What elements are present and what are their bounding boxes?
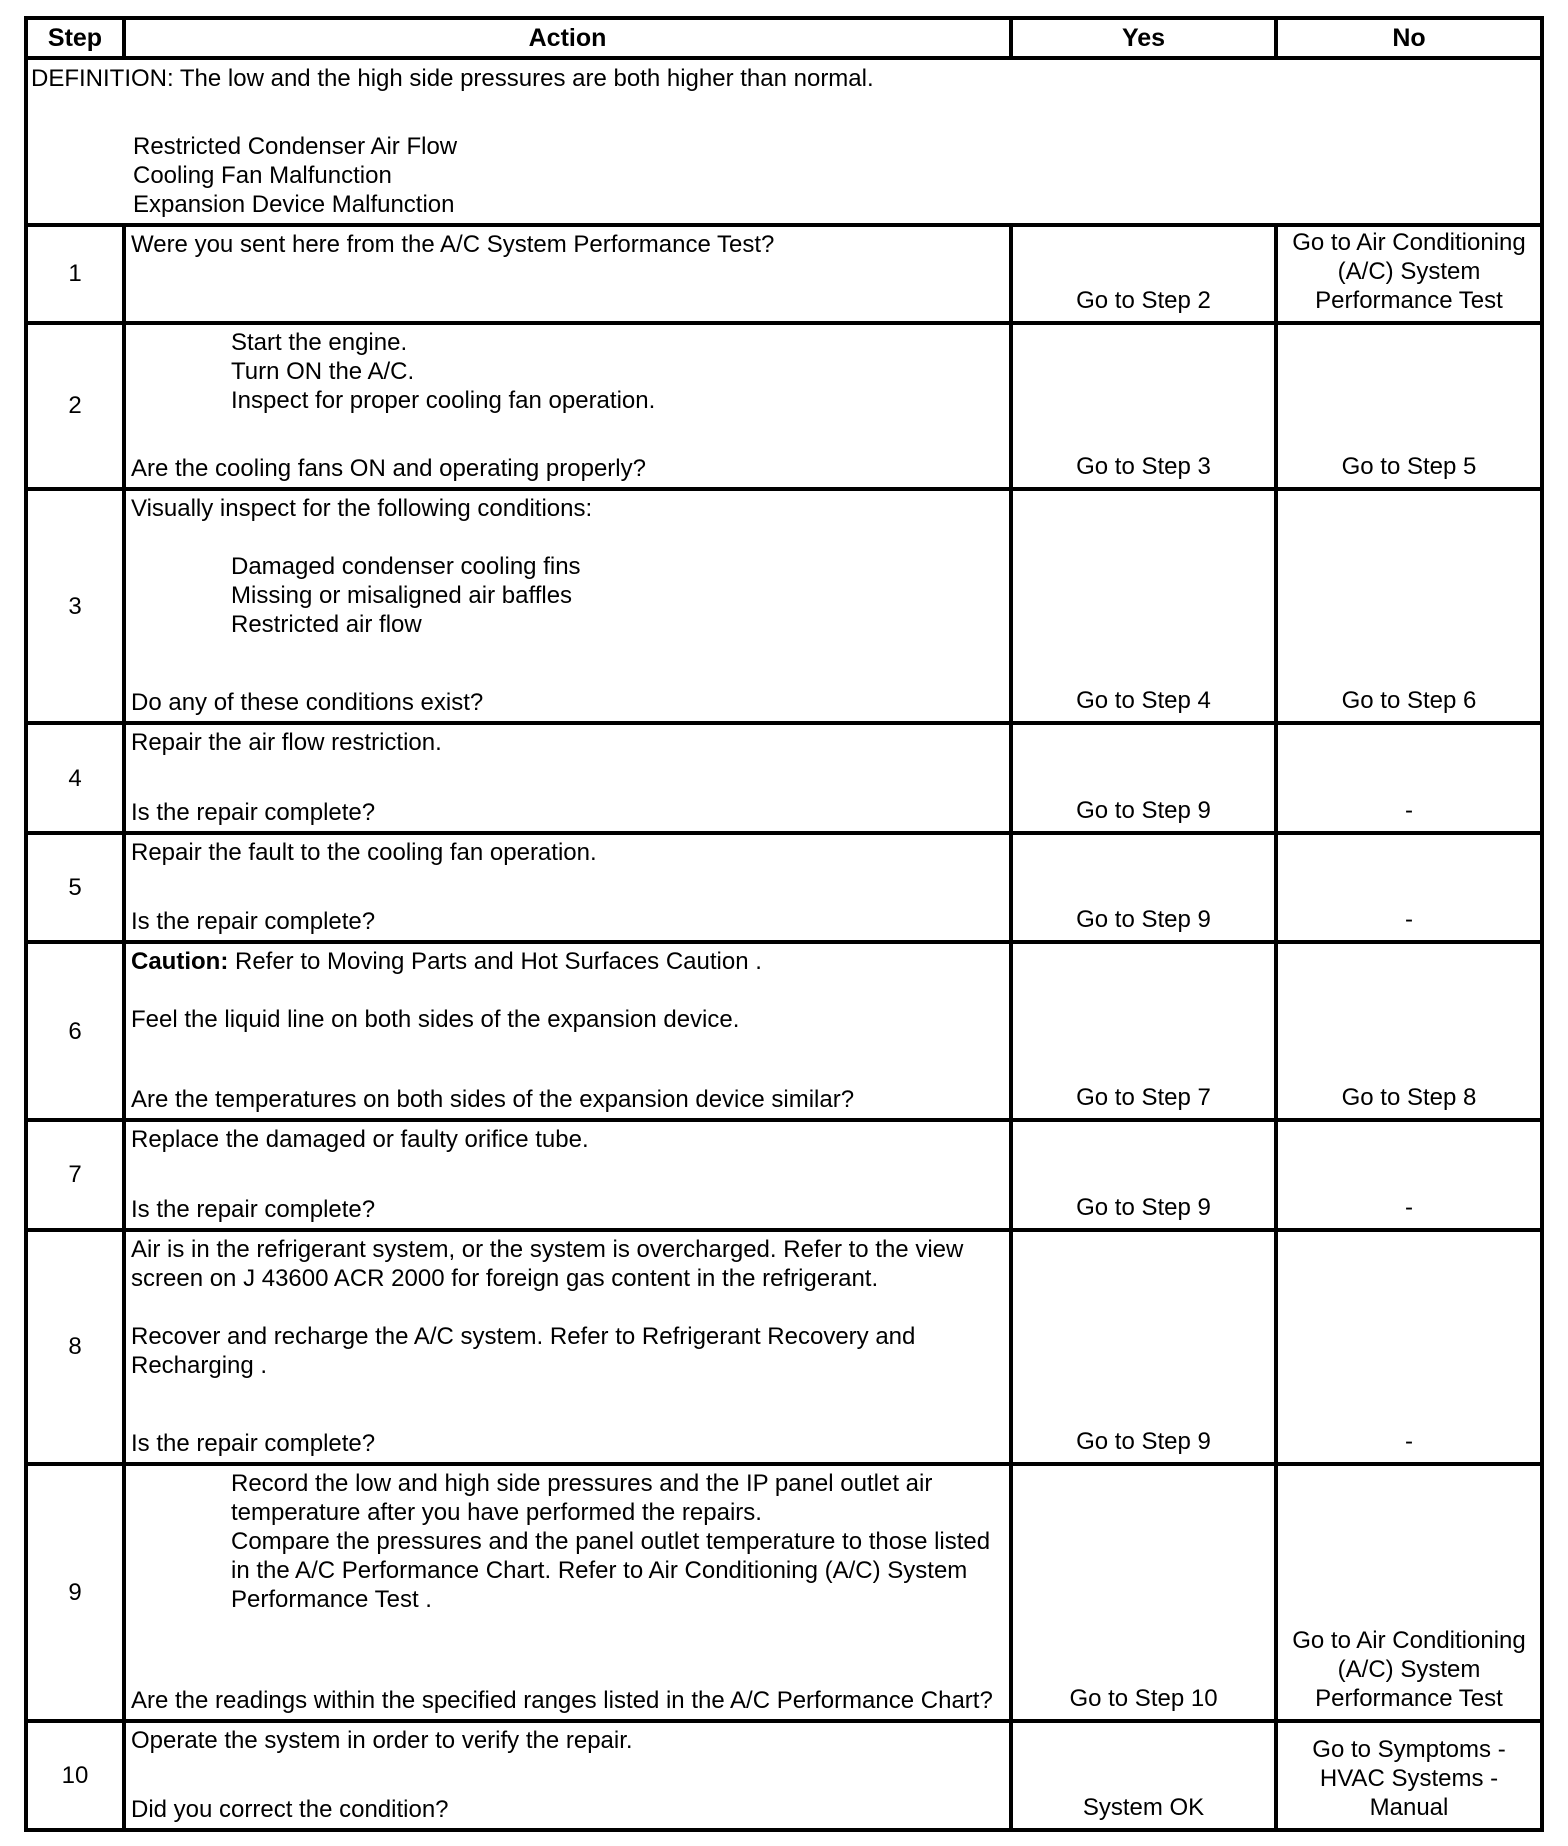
step-number: 1 [26,225,124,322]
diagnostic-table-document [24,16,1540,1832]
step-instruction: Repair the air flow restriction. [131,729,442,757]
step-number: 4 [26,723,124,832]
definition-text: DEFINITION: The low and the high side pressures are both higher than normal. [31,65,874,92]
header-row [26,18,1542,58]
step-number: 10 [26,1721,124,1830]
no-result: Go to Air Conditioning (A/C) System Performance Test [1276,225,1542,322]
step-action [124,1230,1011,1465]
step-substep: Turn ON the A/C. [231,357,415,385]
step-number: 8 [26,1230,124,1465]
cause-item: Cooling Fan Malfunction [133,162,392,189]
step-number: 9 [26,1464,124,1721]
step-question: Did you correct the condition? [131,1796,449,1823]
header-action: Action [124,18,1011,58]
step-number: 7 [26,1120,124,1229]
step-action [124,225,1011,322]
yes-result: Go to Step 4 [1011,489,1276,724]
step-question: Are the cooling fans ON and operating properly? [131,454,646,482]
step-number: 3 [26,489,124,724]
step-substep: Start the engine. [231,328,408,356]
header-no: No [1276,18,1542,58]
step-substep: Compare the pressures and the panel outlet temperature to those listed in the A/C Performance Chart. Refer to Air Conditioning (A/C) System Performance Test . [231,1528,991,1614]
yes-result: Go to Step 7 [1011,942,1276,1120]
header-yes: Yes [1011,18,1276,58]
yes-result: Go to Step 3 [1011,323,1276,489]
cause-item: Restricted Condenser Air Flow [133,133,458,160]
yes-result: Go to Step 10 [1011,1464,1276,1721]
step-instruction: Air is in the refrigerant system, or the system is overcharged. Refer to the view screen on J 43600 ACR 2000 for foreign gas content in the refrigerant. [131,1235,964,1292]
blank-line [131,1293,1005,1322]
step-number: 6 [26,942,124,1120]
step-row [26,1721,1542,1830]
step-number: 5 [26,833,124,942]
blank-line [131,976,1005,1005]
step-substep: Damaged condenser cooling fins [231,552,581,580]
step-row [26,1120,1542,1229]
step-action [124,942,1011,1120]
step-row [26,1230,1542,1465]
step-question: Do any of these conditions exist? [131,689,484,717]
step-instruction: Recover and recharge the A/C system. Refer to Refrigerant Recovery and Recharging . [131,1322,916,1379]
step-instruction: Replace the damaged or faulty orifice tube. [131,1126,589,1154]
step-instruction: Were you sent here from the A/C System Performance Test? [131,231,775,259]
diagnostic-table [24,16,1544,1832]
step-substep: Missing or misaligned air baffles [231,581,573,609]
step-action [124,833,1011,942]
yes-result: Go to Step 9 [1011,1230,1276,1465]
no-result: Go to Air Conditioning (A/C) System Performance Test [1276,1464,1542,1721]
caution-label: Caution: [131,947,229,975]
step-action [124,1464,1011,1721]
yes-result: System OK [1011,1721,1276,1830]
yes-result: Go to Step 9 [1011,1120,1276,1229]
no-result: Go to Step 5 [1276,323,1542,489]
cause-list [31,132,1536,219]
step-action [124,1721,1011,1830]
step-row [26,942,1542,1120]
header-step: Step [26,18,124,58]
definition-row [26,58,1542,225]
caution-text: Refer to Moving Parts and Hot Surfaces Caution . [228,947,762,975]
step-instruction: Visually inspect for the following conditions: [131,494,593,522]
step-question: Is the repair complete? [131,907,376,935]
no-result: Go to Step 6 [1276,489,1542,724]
yes-result: Go to Step 9 [1011,833,1276,942]
yes-result: Go to Step 9 [1011,723,1276,832]
no-result: - [1276,1120,1542,1229]
cause-item: Expansion Device Malfunction [133,191,455,218]
step-substep: Restricted air flow [231,610,422,638]
step-action [124,323,1011,489]
no-result: - [1276,1230,1542,1465]
yes-result: Go to Step 2 [1011,225,1276,322]
step-row [26,1464,1542,1721]
step-instruction: Feel the liquid line on both sides of the expansion device. [131,1005,740,1033]
step-substep: Inspect for proper cooling fan operation. [231,386,656,414]
definition-cell [26,58,1542,225]
step-action [124,1120,1011,1229]
step-question: Are the readings within the specified ranges listed in the A/C Performance Chart? [131,1686,993,1714]
step-question: Is the repair complete? [131,798,376,826]
step-instruction: Repair the fault to the cooling fan operation. [131,838,597,866]
step-question: Are the temperatures on both sides of the expansion device similar? [131,1086,855,1114]
step-row [26,225,1542,322]
no-result: Go to Step 8 [1276,942,1542,1120]
step-question: Is the repair complete? [131,1195,376,1223]
blank-line [131,523,1005,552]
no-result: - [1276,833,1542,942]
step-row [26,489,1542,724]
step-row [26,833,1542,942]
step-instruction: Operate the system in order to verify the repair. [131,1726,633,1754]
step-question: Is the repair complete? [131,1430,376,1458]
step-substep: Record the low and high side pressures and the IP panel outlet air temperature after you have performed the repairs. [231,1470,933,1527]
no-result: Go to Symptoms - HVAC Systems - Manual [1276,1721,1542,1830]
step-instruction [131,947,1005,976]
step-row [26,323,1542,489]
step-number: 2 [26,323,124,489]
no-result: - [1276,723,1542,832]
step-action [124,489,1011,724]
step-action [124,723,1011,832]
step-row [26,723,1542,832]
